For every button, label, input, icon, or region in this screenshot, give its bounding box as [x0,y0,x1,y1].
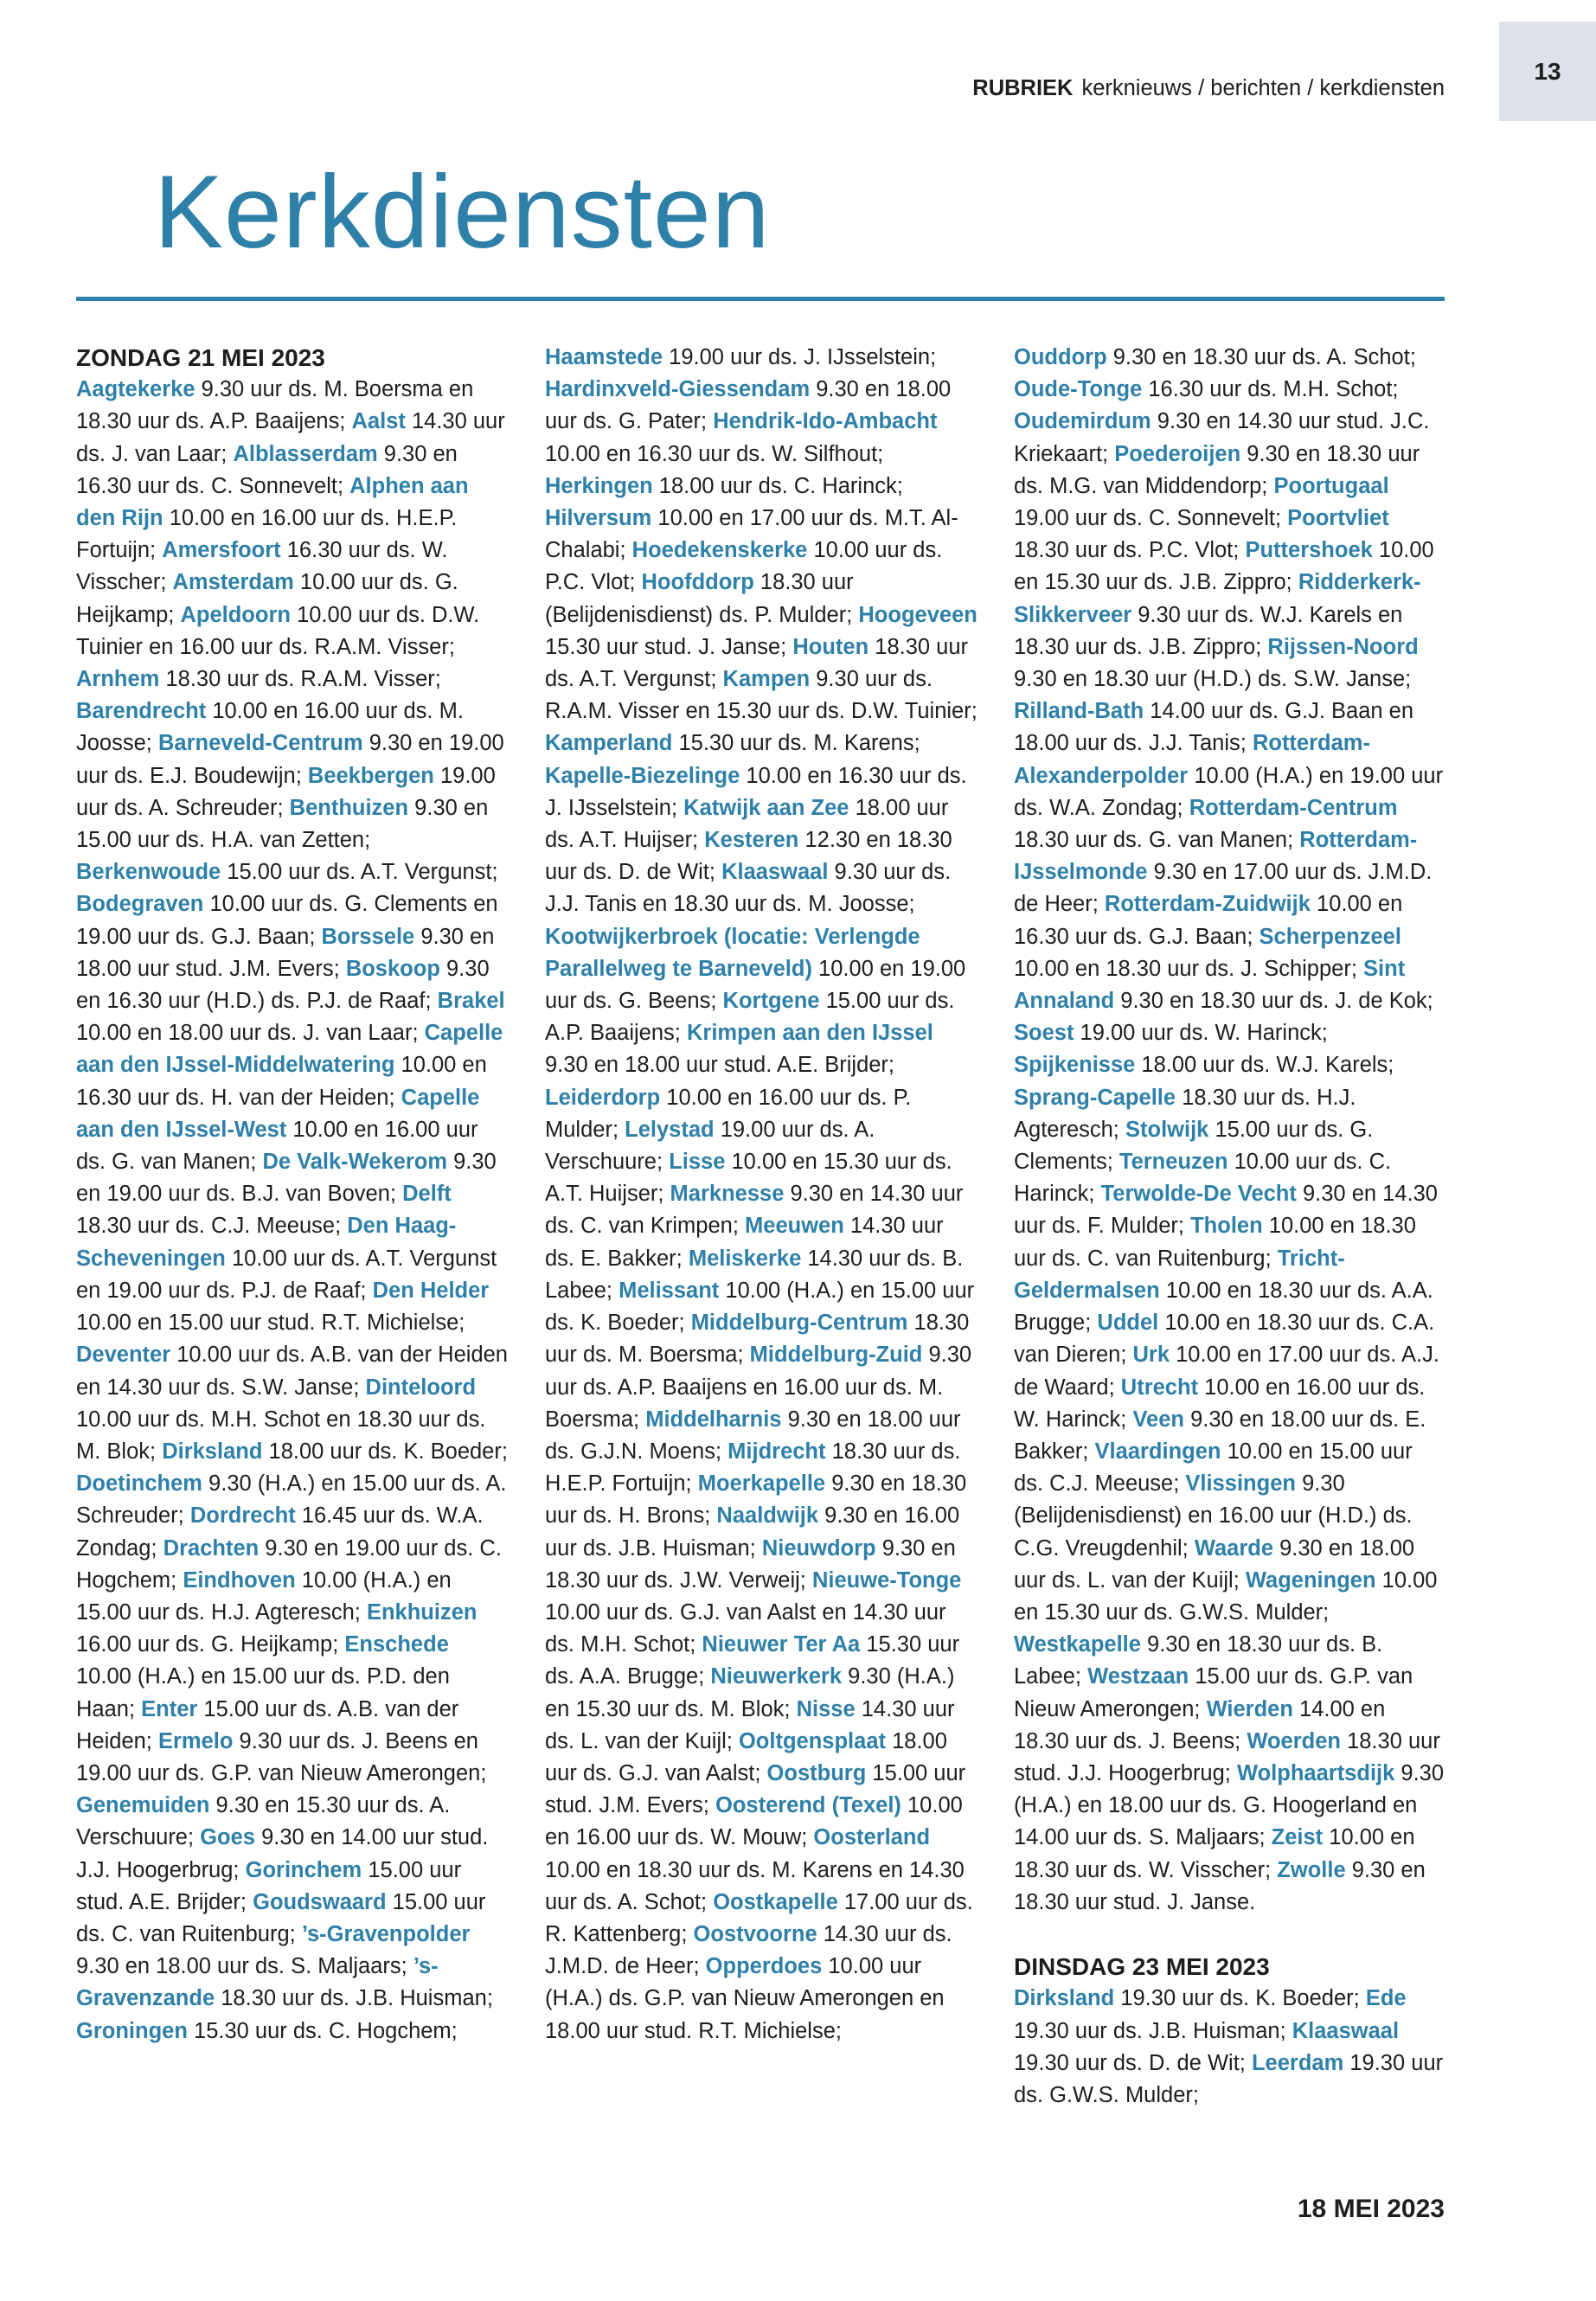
service-details: 9.30 en 16.30 uur (H.D.) ds. P.J. de Raaf; [76,956,490,1014]
church-location-link[interactable]: Klaaswaal [1292,2018,1400,2043]
service-details: 9.30 (H.A.) en 15.30 uur ds. M. Blok; [545,1664,955,1721]
sunday-entries-part-1 [76,374,509,2048]
service-details: 10.00 uur ds. P.C. Vlot; [545,538,943,595]
service-details: 15.30 uur ds. C. Hogchem; [194,2018,458,2043]
church-location-link[interactable]: Sprang-Capelle [1014,1085,1176,1110]
church-location-link[interactable]: Beekbergen [307,763,434,788]
church-location-link[interactable]: Hilversum [545,506,652,531]
service-details: 14.30 uur ds. B. Labee; [545,1246,964,1303]
service-details: 15.00 uur ds. G.P. van Nieuw Amerongen; [1014,1664,1413,1721]
church-location-link[interactable]: Tholen [1190,1214,1263,1239]
service-details: 10.00 en 16.00 uur ds. G. van Manen; [76,1117,478,1175]
service-details: 18.30 uur ds. H.J. Agteresch; [1014,1085,1356,1142]
church-location-link[interactable]: Nieuwerkerk [710,1664,843,1689]
church-location-link[interactable]: Ouddorp [1014,345,1107,369]
church-location-link[interactable]: Poortvliet [1287,506,1389,531]
church-location-link[interactable]: Vlissingen [1185,1471,1296,1497]
church-location-link[interactable]: Groningen [76,2018,188,2043]
church-location-link[interactable]: Haamstede [545,345,663,369]
service-details: 10.00 (H.A.) en 15.00 uur ds. H.J. Agteresch; [76,1567,452,1625]
church-location-link[interactable]: Kamperland [545,731,673,756]
church-location-link[interactable]: Alphen aan den Rijn [76,473,469,531]
church-location-link[interactable]: Spijkenisse [1014,1053,1136,1078]
church-location-link[interactable]: Kampen [722,667,811,692]
service-details: 9.30 en 19.00 uur ds. E.J. Boudewijn; [76,731,504,788]
service-details: 10.00 en 19.00 uur ds. G. Beens; [545,956,966,1014]
church-location-link[interactable]: Eindhoven [183,1567,296,1593]
service-details: 14.00 uur ds. G.J. Baan en 18.00 uur ds. J.J. Tanis; [1014,699,1414,756]
church-location-link[interactable]: Katwijk aan Zee [683,795,849,820]
church-location-link[interactable]: Uddel [1097,1311,1159,1336]
church-location-link[interactable]: Scherpenzeel [1259,924,1401,949]
church-location-link[interactable]: Ooltgensplaat [738,1728,886,1753]
service-details: 9.30 en 18.30 uur ds. M.G. van Middendorp; [1014,441,1420,498]
church-location-link[interactable]: Woerden [1247,1728,1341,1753]
church-location-link[interactable]: Meeuwen [745,1214,844,1239]
service-details: 9.30 uur ds. J.J. Tanis en 18.30 uur ds. M. Joosse; [545,860,952,917]
church-location-link[interactable]: Terneuzen [1118,1150,1228,1175]
church-location-link[interactable]: Rotterdam-IJsselmonde [1014,828,1418,885]
sunday-heading: ZONDAG 21 MEI 2023 [76,344,325,371]
service-details: 15.00 uur ds. C. van Ruitenburg; [76,1889,486,1946]
service-details: 10.00 uur (H.A.) ds. G.P. van Nieuw Amerongen en 18.00 uur stud. R.T. Michielse; [545,1954,945,2043]
church-location-link[interactable]: Wierden [1206,1696,1293,1721]
church-location-link[interactable]: Brakel [437,989,505,1014]
service-details: 9.30 en 14.30 uur ds. F. Mulder; [1014,1182,1438,1239]
church-location-link[interactable]: Vlaardingen [1094,1439,1221,1464]
church-location-link[interactable]: Rotterdam-Centrum [1189,795,1398,820]
church-location-link[interactable]: Veen [1132,1407,1184,1432]
service-details: 10.00 en 16.00 uur ds. H.E.P. Fortuijn; [76,506,458,563]
service-details: 10.00 (H.A.) en 15.00 uur ds. K. Boeder; [545,1278,975,1336]
service-details: 10.00 en 16.30 uur ds. G.J. Baan; [1014,892,1403,949]
service-details: 16.45 uur ds. W.A. Zondag; [76,1503,484,1561]
title-divider [76,297,1445,301]
tuesday-heading: DINSDAG 23 MEI 2023 [1014,1953,1270,1981]
church-location-link[interactable]: Westzaan [1087,1664,1189,1689]
service-details: 9.30 en 18.00 uur stud. J.M. Evers; [76,924,495,981]
church-location-link[interactable]: Capelle aan den IJssel-Middelwatering [76,1021,503,1078]
church-location-link[interactable]: Krimpen aan den IJssel [686,1021,933,1046]
church-location-link[interactable]: Nieuwdorp [761,1535,876,1561]
service-details: 15.30 uur ds. A.A. Brugge; [545,1632,960,1689]
service-details: 19.30 uur ds. J.B. Huisman; [1014,2018,1286,2043]
church-location-link[interactable]: Utrecht [1120,1375,1199,1400]
service-details: 18.00 uur ds. A.T. Huijser; [545,795,949,853]
service-details: 18.00 uur ds. K. Boeder; [268,1439,508,1464]
service-details: 15.30 uur ds. M. Karens; [678,731,920,756]
service-details: 9.30 en 15.00 uur ds. H.A. van Zetten; [76,795,489,853]
church-location-link[interactable]: Middelburg-Zuid [749,1343,923,1368]
church-location-link[interactable]: Delft [402,1182,452,1207]
church-location-link[interactable]: Poortugaal [1273,473,1389,498]
church-location-link[interactable]: Zwolle [1277,1857,1346,1882]
service-details: 9.30 (Belijdenisdienst) en 16.00 uur (H.D.) ds. C.G. Vreugdenhil; [1014,1471,1413,1561]
church-location-link[interactable]: Barendrecht [76,699,207,724]
church-location-link[interactable]: Kapelle-Biezelinge [545,763,740,788]
church-location-link[interactable]: Dinteloord [365,1375,477,1400]
service-details: 9.30 (H.A.) en 18.00 uur ds. G. Hoogerland en 14.00 uur ds. S. Maljaars; [1014,1760,1445,1850]
service-details: 18.00 uur ds. G.J. van Aalst; [545,1728,947,1785]
church-location-link[interactable]: Hoogeveen [858,602,977,627]
column-3 [1014,342,1446,2112]
service-details: 9.30 (H.A.) en 15.00 uur ds. A. Schreuder; [76,1471,507,1529]
service-details: 9.30 uur ds. M. Boersma en 18.30 uur ds. A.P. Baaijens; [76,377,474,434]
church-location-link[interactable]: Waarde [1194,1535,1274,1561]
service-details: 19.00 uur ds. W. Harinck; [1080,1021,1328,1046]
service-details: 18.00 uur ds. W.J. Karels; [1141,1053,1394,1078]
service-details: 19.00 uur ds. J. IJsselstein; [669,345,937,369]
sunday-entries-part-3 [1014,342,1446,1919]
service-details: 9.30 en 16.30 uur ds. C. Sonnevelt; [76,441,458,498]
church-location-link[interactable]: Capelle aan den IJssel-West [76,1085,480,1142]
service-details: 19.30 uur ds. K. Boeder; [1120,1986,1360,2011]
church-location-link[interactable]: De Valk-Wekerom [262,1150,448,1175]
service-details: 15.00 uur ds. G. Clements; [1014,1117,1374,1175]
service-details: 10.00 en 17.00 uur ds. M.T. Al-Chalabi; [545,506,958,563]
service-details: 9.30 uur ds. J. Beens en 19.00 uur ds. G.P. van Nieuw Amerongen; [76,1728,487,1785]
service-details: 10.00 en 16.00 uur ds. W. Harinck; [1014,1375,1426,1432]
service-details: 10.00 en 16.00 uur ds. W. Mouw; [545,1793,963,1850]
service-details: 10.00 en 15.00 uur ds. C.J. Meeuse; [1014,1439,1413,1497]
service-details: 9.30 en 18.00 uur ds. S. Maljaars; [76,1954,407,1979]
church-location-link[interactable]: Stolwijk [1125,1117,1209,1142]
service-details: 15.00 uur stud. A.E. Brijder; [76,1857,462,1914]
page-number: 13 [1534,57,1561,85]
service-details: 10.00 uur ds. A.B. van der Heiden en 14.30 uur ds. S.W. Janse; [76,1343,508,1400]
service-details: 9.30 uur ds. W.J. Karels en 18.30 uur ds. J.B. Zippro; [1014,602,1403,659]
service-details: 18.30 uur ds. R.A.M. Visser; [165,667,441,692]
service-details: 9.30 uur ds. R.A.M. Visser en 15.30 uur ds. D.W. Tuinier; [545,667,977,724]
church-location-link[interactable]: Oudemirdum [1014,409,1151,434]
church-location-link[interactable]: Oude-Tonge [1014,377,1143,402]
church-location-link[interactable]: Kortgene [722,989,820,1014]
church-location-link[interactable]: Meliskerke [688,1246,802,1271]
church-location-link[interactable]: Zeist [1271,1825,1324,1850]
service-details: 19.00 uur ds. C. Sonnevelt; [1014,506,1282,531]
service-details: 19.00 uur ds. A. Schreuder; [76,763,496,820]
tuesday-entries [1014,1983,1446,2112]
service-details: 18.30 uur ds. H.E.P. Fortuijn; [545,1439,961,1497]
service-details: 18.30 uur (Belijdenisdienst) ds. P. Mulder; [545,570,854,627]
church-location-link[interactable]: Berkenwoude [76,860,221,885]
service-details: 9.30 en 18.30 uur ds. H. Brons; [545,1471,967,1529]
service-details: 14.30 uur ds. E. Bakker; [545,1214,944,1271]
church-location-link[interactable]: Gorinchem [245,1857,362,1882]
church-location-link[interactable]: Benthuizen [289,795,409,820]
service-details: 10.00 en 17.00 uur ds. A.J. de Waard; [1014,1343,1439,1400]
church-location-link[interactable]: Mijdrecht [727,1439,826,1464]
service-details: 15.00 uur ds. A.T. Vergunst; [227,860,498,885]
church-location-link[interactable]: Middelharnis [645,1407,782,1432]
service-details: 16.00 uur ds. G. Heijkamp; [76,1632,339,1657]
service-details: 15.00 uur ds. A.P. Baaijens; [545,989,955,1046]
service-details: 10.00 uur ds. G. Heijkamp; [76,570,458,627]
service-details: 9.30 en 18.30 uur stud. J. Janse. [1014,1857,1426,1914]
sunday-entries-part-2 [545,342,977,2048]
church-location-link[interactable]: Enschede [344,1632,449,1657]
church-location-link[interactable]: Apeldoorn [180,602,291,627]
church-location-link[interactable]: Middelburg-Centrum [690,1311,908,1336]
church-location-link[interactable]: Leerdam [1251,2050,1344,2075]
church-location-link[interactable]: Ede [1365,1986,1407,2011]
service-details: 19.30 uur ds. G.W.S. Mulder; [1014,2050,1444,2107]
column-1 [76,342,509,2048]
church-location-link[interactable]: Goudswaard [253,1889,387,1914]
service-details: 9.30 en 14.30 uur ds. C. van Krimpen; [545,1182,964,1239]
service-details: 10.00 uur ds. A.T. Vergunst en 19.00 uur ds. P.J. de Raaf; [76,1246,497,1303]
service-details: 10.00 en 18.30 uur ds. M. Karens en 14.30 uur ds. A. Schot; [545,1857,965,1914]
service-details: 10.00 en 15.00 uur stud. R.T. Michielse; [76,1311,465,1336]
church-location-link[interactable]: Dirksland [1014,1986,1115,2011]
issue-date: 18 MEI 2023 [1297,2195,1445,2223]
service-details: 9.30 en 18.30 uur ds. B. Labee; [1014,1632,1383,1689]
column-2 [545,342,977,2048]
service-details: 10.00 en 16.30 uur ds. H. van der Heiden; [76,1053,487,1110]
church-location-link[interactable]: Rotterdam-Zuidwijk [1104,892,1311,917]
section-label: RUBRIEK [972,76,1074,100]
church-location-link[interactable]: Genemuiden [76,1793,210,1818]
church-location-link[interactable]: Melissant [619,1278,720,1303]
church-location-link[interactable]: Ermelo [158,1728,234,1753]
service-details: 9.30 en 15.30 uur ds. A. Verschuure; [76,1793,451,1850]
service-details: 9.30 en 18.30 uur ds. J.W. Verweij; [545,1535,956,1593]
service-details: 14.00 en 18.30 uur ds. J. Beens; [1014,1696,1386,1753]
church-location-link[interactable]: Urk [1132,1343,1170,1368]
church-location-link[interactable]: Bodegraven [76,892,204,917]
church-location-link[interactable]: Oosterland [813,1825,931,1850]
service-details: 10.00 uur ds. M.H. Schot en 18.30 uur ds. M. Blok; [76,1407,486,1464]
church-location-link[interactable]: Nieuwer Ter Aa [702,1632,861,1657]
service-details: 10.00 en 18.30 uur ds. W. Visscher; [1014,1825,1415,1882]
service-details: 17.00 uur ds. R. Kattenberg; [545,1889,973,1946]
service-details: 9.30 uur ds. A.P. Baaijens en 16.00 uur ds. M. Boersma; [545,1343,972,1432]
service-details: 9.30 en 18.00 uur ds. E. Bakker; [1014,1407,1426,1464]
service-details: 10.00 en 16.30 uur ds. J. IJsselstein; [545,763,967,820]
service-details: 9.30 en 18.30 uur (H.D.) ds. S.W. Janse; [1014,667,1412,692]
service-details: 16.30 uur ds. M.H. Schot; [1148,377,1399,402]
church-location-link[interactable]: Oostburg [766,1760,867,1785]
church-location-link[interactable]: Naaldwijk [716,1503,819,1529]
service-details: 10.00 uur ds. G. Clements en 19.00 uur ds. G.J. Baan; [76,892,498,949]
service-details: 19.00 uur ds. A. Verschuure; [545,1117,875,1175]
service-details: 15.00 uur stud. J.M. Evers; [545,1760,966,1818]
service-details: 9.30 en 18.00 uur ds. G. Pater; [545,377,952,434]
church-location-link[interactable]: Alblasserdam [233,441,378,466]
page-title: Kerkdiensten [154,154,771,270]
church-location-link[interactable]: Rilland-Bath [1014,699,1144,724]
church-location-link[interactable]: Lisse [669,1150,726,1175]
section-header [972,76,1445,101]
service-details: 15.00 uur ds. A.B. van der Heiden; [76,1696,459,1753]
church-location-link[interactable]: Lelystad [625,1117,715,1142]
service-details: 14.30 uur ds. L. van der Kuijl; [545,1696,955,1753]
service-details: 10.00 en 18.00 uur ds. J. van Laar; [76,1021,419,1046]
church-location-link[interactable]: Arnhem [76,667,160,692]
church-location-link[interactable]: Oostkapelle [713,1889,838,1914]
service-details: 18.30 uur ds. C.J. Meeuse; [76,1214,342,1239]
church-location-link[interactable]: Puttershoek [1245,538,1373,563]
church-location-link[interactable]: Deventer [76,1343,171,1368]
service-details: 12.30 en 18.30 uur ds. D. de Wit; [545,828,952,885]
church-location-link[interactable]: Dirksland [162,1439,263,1464]
church-location-link[interactable]: Kesteren [704,828,799,853]
church-location-link[interactable]: Dordrecht [189,1503,296,1529]
church-location-link[interactable]: Drachten [163,1535,260,1561]
church-location-link[interactable]: Rotterdam-Alexanderpolder [1014,731,1370,788]
service-details: 10.00 en 18.30 uur ds. A.A. Brugge; [1014,1278,1433,1336]
church-location-link[interactable]: ’s-Gravenpolder [301,1921,471,1946]
church-location-link[interactable]: Enkhuizen [366,1599,478,1625]
church-location-link[interactable]: Poederoijen [1114,441,1241,466]
service-details: 19.30 uur ds. D. de Wit; [1014,2050,1246,2075]
service-details: 10.00 (H.A.) en 19.00 uur ds. W.A. Zondag; [1014,763,1444,820]
church-location-link[interactable]: Oosterend (Texel) [715,1793,901,1818]
service-details: 18.30 uur ds. G. van Manen; [1014,828,1294,853]
church-location-link[interactable]: Wolphaartsdijk [1236,1760,1395,1785]
service-details: 10.00 en 18.30 uur ds. C.A. van Dieren; [1014,1311,1435,1368]
church-location-link[interactable]: Amersfoort [162,538,281,563]
church-location-link[interactable]: Aalst [351,409,406,434]
page-number-tab [1499,22,1596,121]
service-details: 10.00 en 15.30 uur ds. A.T. Huijser; [545,1150,952,1207]
service-details: 9.30 en 19.00 uur ds. C. Hogchem; [76,1535,502,1593]
service-details: 9.30 en 16.00 uur ds. J.B. Huisman; [545,1503,960,1561]
church-location-link[interactable]: Hoofddorp [641,570,754,595]
service-details: 10.00 en 16.30 uur ds. W. Silfhout; [545,441,884,466]
service-details: 16.30 uur ds. W. Visscher; [76,538,448,595]
church-location-link[interactable]: Den Haag-Scheveningen [76,1214,457,1271]
church-location-link[interactable]: Herkingen [545,473,653,498]
service-details: 18.30 uur ds. A.T. Vergunst; [545,634,969,692]
service-details: 10.00 uur ds. G.J. van Aalst en 14.30 uur ds. M.H. Schot; [545,1599,946,1657]
service-details: 9.30 en 17.00 uur ds. J.M.D. de Heer; [1014,860,1433,917]
church-location-link[interactable]: Goes [200,1825,255,1850]
church-location-link[interactable]: Nieuwe-Tonge [812,1567,962,1593]
service-details: 9.30 en 18.00 uur stud. A.E. Brijder; [545,1053,895,1078]
church-location-link[interactable]: Westkapelle [1014,1632,1141,1657]
service-details: 10.00 (H.A.) en 15.00 uur ds. P.D. den Haan; [76,1664,450,1721]
church-location-link[interactable]: Moerkapelle [697,1471,826,1497]
church-location-link[interactable]: Klaaswaal [721,860,829,885]
church-location-link[interactable]: Oostvoorne [693,1921,817,1946]
church-location-link[interactable]: Hoedekenskerke [631,538,808,563]
service-details: 18.30 uur ds. P.C. Vlot; [1014,538,1240,563]
church-location-link[interactable]: Wageningen [1245,1567,1376,1593]
service-details: 14.30 uur ds. J. van Laar; [76,409,505,466]
service-details: 18.30 uur ds. J.B. Huisman; [221,1986,493,2011]
church-location-link[interactable]: Enter [141,1696,198,1721]
church-location-link[interactable]: Den Helder [372,1278,490,1303]
church-location-link[interactable]: Doetinchem [76,1471,202,1497]
church-location-link[interactable]: Marknesse [670,1182,785,1207]
church-location-link[interactable]: Houten [792,634,869,659]
service-details: 9.30 en 18.00 uur ds. G.J.N. Moens; [545,1407,961,1464]
service-details: 10.00 en 15.30 uur ds. G.W.S. Mulder; [1014,1567,1438,1625]
church-location-link[interactable]: Boskoop [345,956,440,981]
service-details: 10.00 en 15.30 uur ds. J.B. Zippro; [1014,538,1434,595]
service-details: 10.00 en 18.30 uur ds. C. van Ruitenburg; [1014,1214,1416,1271]
service-details: 9.30 en 14.00 uur stud. J.J. Hoogerbrug; [76,1825,489,1882]
church-location-link[interactable]: Aagtekerke [76,377,195,402]
service-details: 15.30 uur stud. J. Janse; [545,634,787,659]
church-location-link[interactable]: ’s-Gravenzande [76,1954,439,2011]
church-location-link[interactable]: Soest [1014,1021,1074,1046]
service-details: 9.30 en 14.30 uur stud. J.C. Kriekaart; [1014,409,1430,466]
church-location-link[interactable]: Barneveld-Centrum [157,731,363,756]
service-details: 9.30 en 18.30 uur ds. J. de Kok; [1120,989,1433,1014]
service-details: 18.00 uur ds. C. Harinck; [658,473,903,498]
church-location-link[interactable]: Amsterdam [172,570,294,595]
section-path: kerknieuws / berichten / kerkdiensten [1081,76,1445,100]
church-location-link[interactable]: Terwolde-De Vecht [1100,1182,1297,1207]
church-location-link[interactable]: Hardinxveld-Giessendam [545,377,811,402]
church-location-link[interactable]: Sint Annaland [1014,956,1406,1014]
church-location-link[interactable]: Ridderkerk-Slikkerveer [1014,570,1421,627]
service-details: 10.00 en 16.00 uur ds. P. Mulder; [545,1085,912,1142]
church-location-link[interactable]: Tricht-Geldermalsen [1014,1246,1345,1303]
service-details: 9.30 en 18.00 uur ds. L. van der Kuijl; [1014,1535,1415,1593]
service-details: 10.00 uur ds. D.W. Tuinier en 16.00 uur ds. R.A.M. Visser; [76,602,480,659]
church-location-link[interactable]: Kootwijkerbroek (locatie: Verlengde Parallelweg te Barneveld) [545,924,920,981]
service-details: 10.00 en 18.30 uur ds. J. Schipper; [1014,956,1357,981]
service-details: 9.30 en 18.30 uur ds. A. Schot; [1112,345,1416,369]
service-details: 10.00 uur ds. C. Harinck; [1014,1150,1392,1207]
service-details: 10.00 en 16.00 uur ds. M. Joosse; [76,699,464,756]
service-details: 18.30 uur ds. M. Boersma; [545,1311,970,1368]
church-location-link[interactable]: Rijssen-Noord [1267,634,1419,659]
church-location-link[interactable]: Leiderdorp [545,1085,661,1110]
service-details: 18.30 uur stud. J.J. Hoogerbrug; [1014,1728,1440,1785]
church-location-link[interactable]: Nisse [796,1696,856,1721]
service-details: 14.30 uur ds. J.M.D. de Heer; [545,1921,952,1979]
church-location-link[interactable]: Hendrik-Ido-Ambacht [713,409,938,434]
church-location-link[interactable]: Borssele [321,924,415,949]
church-location-link[interactable]: Opperdoes [705,1954,823,1979]
service-details: 9.30 en 19.00 uur ds. B.J. van Boven; [76,1150,497,1207]
